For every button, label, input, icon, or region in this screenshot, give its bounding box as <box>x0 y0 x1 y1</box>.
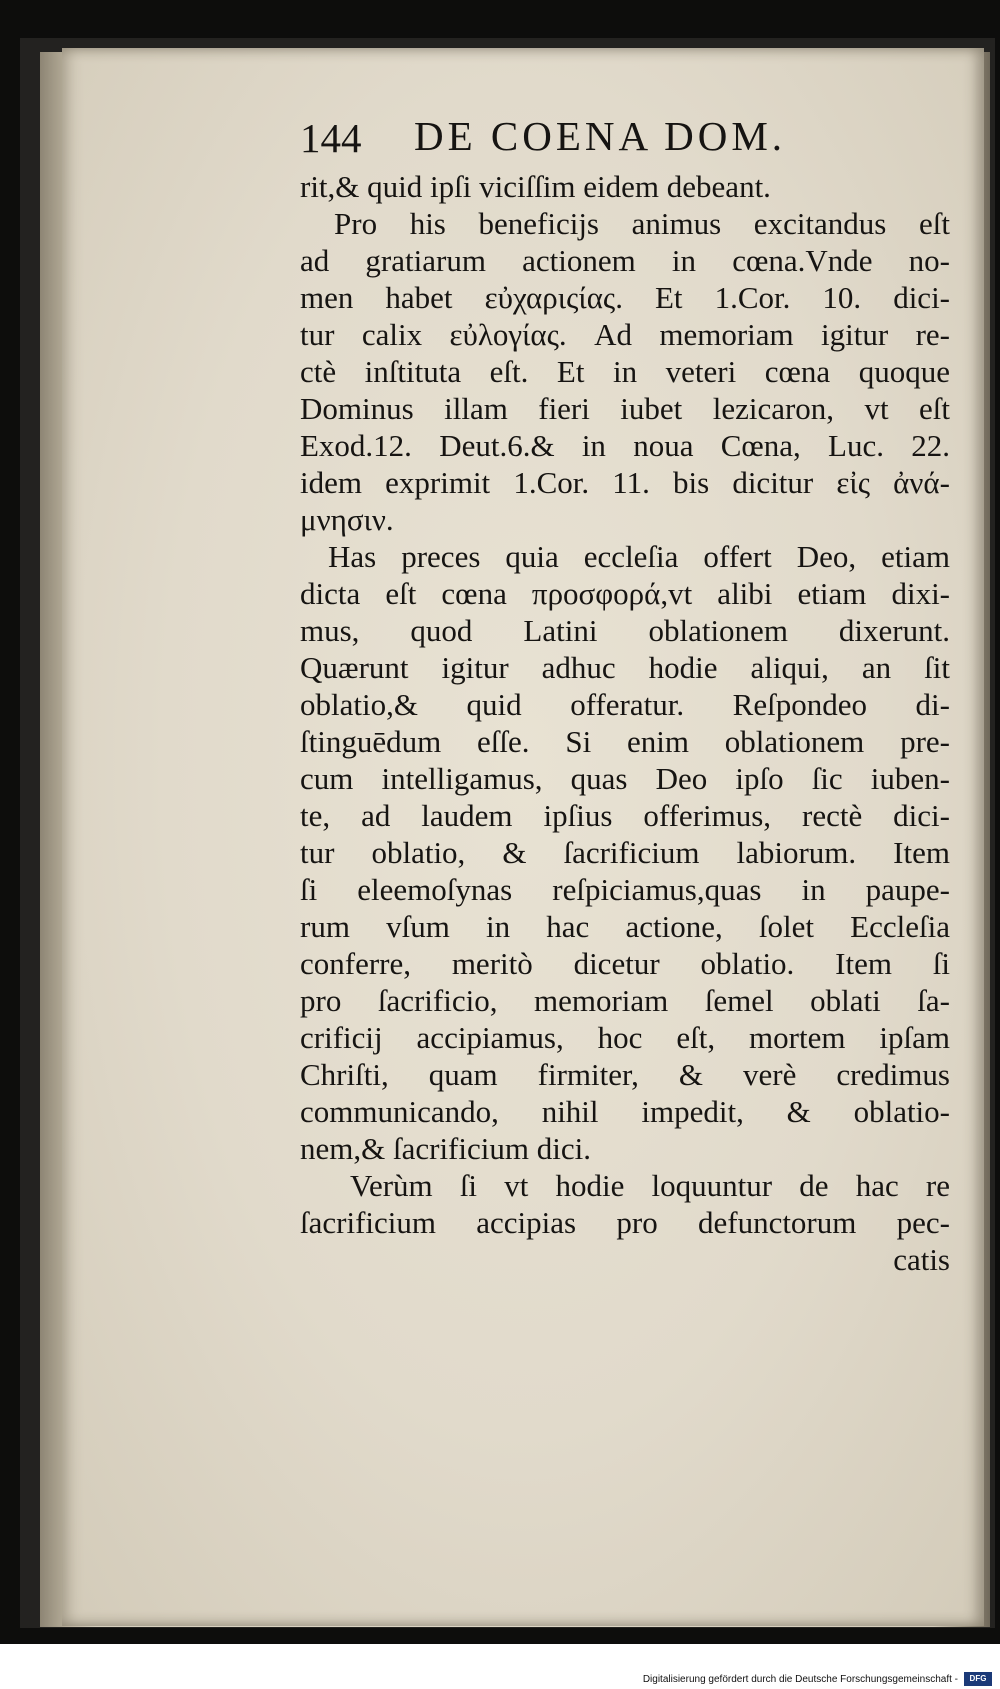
text-line: Chriſti, quam firmiter, & verè credimus <box>300 1057 950 1092</box>
text-line: ctè inſtituta eſt. Et in veteri cœna quoque <box>300 354 950 389</box>
text-line: communicando, nihil impedit, & oblatio- <box>300 1094 950 1129</box>
text-block <box>300 112 950 1278</box>
text-line: mus, quod Latini oblationem dixerunt. <box>300 613 950 648</box>
text-line: ad gratiarum actionem in cœna.Vnde no- <box>300 243 950 278</box>
text-line: Has preces quia eccleſia offert Deo, etiam <box>328 539 950 574</box>
text-line: nem,& ſacrificium dici. <box>300 1131 591 1166</box>
text-line: Dominus illam fieri iubet lezicaron, vt eſt <box>300 391 950 426</box>
text-line: Exod.12. Deut.6.& in noua Cœna, Luc. 22. <box>300 428 950 463</box>
catchword: catis <box>893 1242 950 1277</box>
text-line: tur calix εὐλογίας. Ad memoriam igitur re- <box>300 317 950 352</box>
text-line: ſacrificium accipias pro defunctorum pec- <box>300 1205 950 1240</box>
text-line: men habet εὐχαριςίας. Et 1.Cor. 10. dici- <box>300 280 950 315</box>
text-line: Verùm ſi vt hodie loquuntur de hac re <box>350 1168 950 1203</box>
text-line: ſi eleemoſynas reſpiciamus,quas in paupe- <box>300 872 950 907</box>
text-line: ſtinguēdum eſſe. Si enim oblationem pre- <box>300 724 950 759</box>
text-line: cum intelligamus, quas Deo ipſo ſic iuben- <box>300 761 950 796</box>
running-head: DE COENA DOM. <box>414 113 787 159</box>
text-line: idem exprimit 1.Cor. 11. bis dicitur εἰς ἀνά- <box>300 465 950 500</box>
text-line: rum vſum in hac actione, ſolet Eccleſia <box>300 909 950 944</box>
text-line: tur oblatio, & ſacrificium labiorum. Item <box>300 835 950 870</box>
text-line: rit,& quid ipſi viciſſim eidem debeant. <box>300 169 771 204</box>
text-line: conferre, meritò dicetur oblatio. Item ſi <box>300 946 950 981</box>
text-line: te, ad laudem ipſius offerimus, rectè dici- <box>300 798 950 833</box>
page-header <box>300 112 950 168</box>
text-line: Pro his beneficijs animus excitandus eſt <box>334 206 950 241</box>
text-line: dicta eſt cœna προσφορά,vt alibi etiam dixi- <box>300 576 950 611</box>
dfg-logo: DFG <box>964 1672 992 1686</box>
text-line: μνησιν. <box>300 502 394 537</box>
text-line: oblatio,& quid offeratur. Reſpondeo di- <box>300 687 950 722</box>
text-line: pro ſacrificio, memoriam ſemel oblati ſa- <box>300 983 950 1018</box>
text-line: crificij accipiamus, hoc eſt, mortem ipſam <box>300 1020 950 1055</box>
text-line: Quærunt igitur adhuc hodie aliqui, an ſit <box>300 650 950 685</box>
funding-credit: Digitalisierung gefördert durch die Deutsche Forschungsgemeinschaft - <box>642 1674 958 1685</box>
page-number: 144 <box>300 115 362 161</box>
